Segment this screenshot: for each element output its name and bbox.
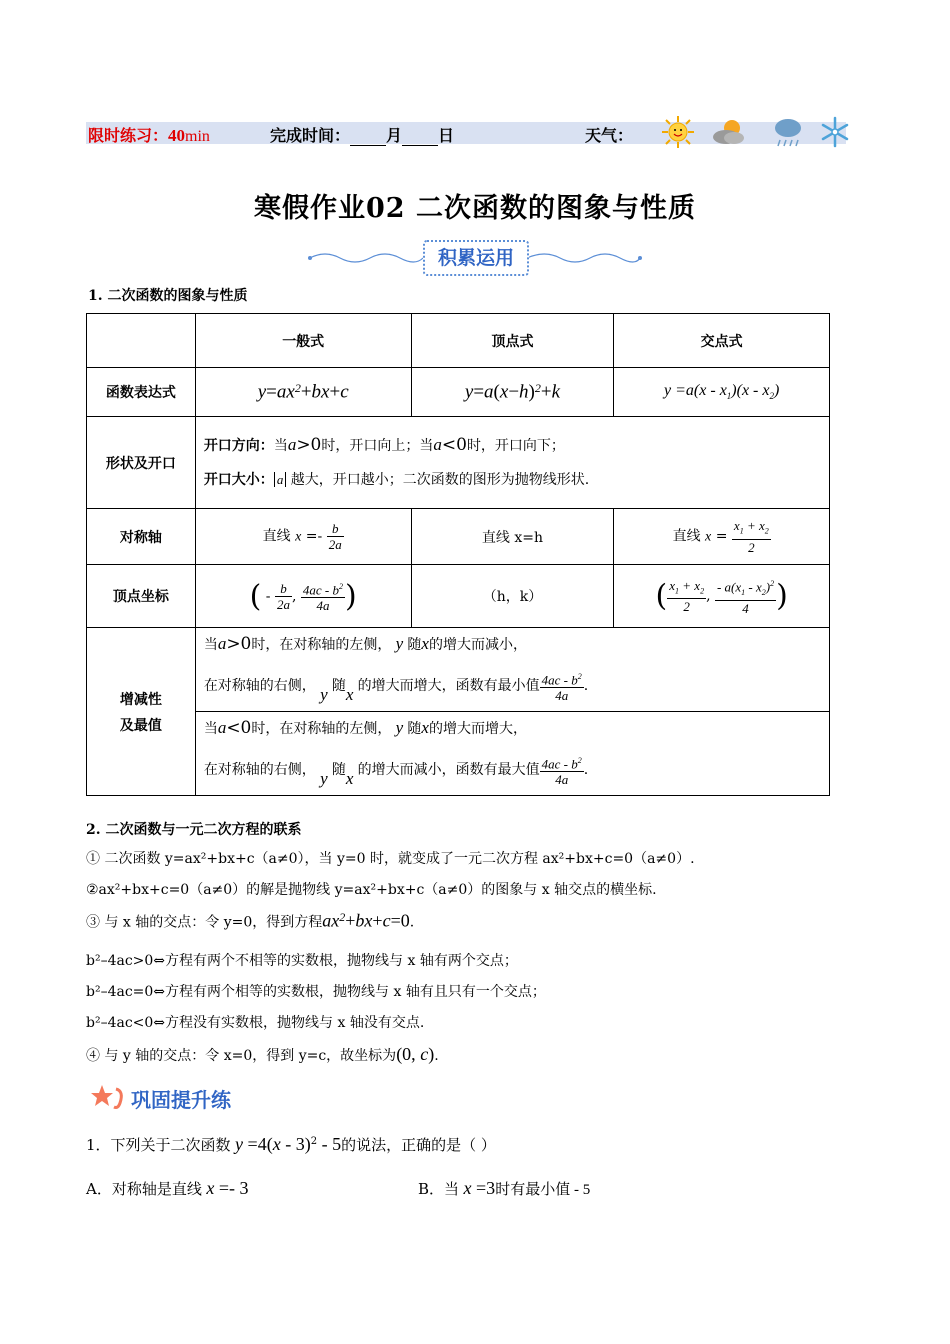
vertex-vertex: （h，k） <box>411 565 614 628</box>
section-badge-consolidate: 巩固提升练 <box>131 1088 231 1112</box>
axis-general: 直线 x =- $\frac{b}{2a}$ <box>195 509 411 565</box>
monotonic-a-negative: 当a<0时，在对称轴的左侧， y 随x的增大而增大， 在对称轴的右侧， y 随x 的增大而减小，函数有最大值 $\frac{4ac - b^2}{4a}$ . <box>195 712 829 796</box>
weather-label: 天气： <box>585 126 634 145</box>
axis-vertex: 直线 x=h <box>411 509 614 565</box>
snow-icon[interactable] <box>818 114 852 150</box>
shape-description: 开口方向：当a>0时，开口向上；当a<0时，开口向下； 开口大小： a 越大，开口越小；二次函数的图形为抛物线形状. <box>195 417 829 509</box>
s2-line1: ① 二次函数 y=ax²+bx+c（a≠0），当 y=0 时，就变成了一元二次方程 ax²+bx+c=0（a≠0）. <box>86 851 695 867</box>
monotonic-a-positive: 当a>0时，在对称轴的左侧， y 随x的增大而减小， 在对称轴的右侧， y 随x 的增大而增大，函数有最小值 $\frac{4ac - b^2}{4a}$ . <box>195 628 829 712</box>
intercept-form-formula: $y =a(x - x_1)(x - x_2)$ <box>614 368 830 417</box>
option-a[interactable]: A．对称轴是直线 x =- 3 <box>86 1178 249 1198</box>
rain-icon[interactable] <box>772 114 804 150</box>
s2-line4: b²–4ac>0⇔方程有两个不相等的实数根，抛物线与 x 轴有两个交点； <box>86 953 518 969</box>
question1-stem: 1．下列关于二次函数 y =4(x - 3)$^2$ - 5的说法，正确的是（ ） <box>86 1134 496 1154</box>
row-label-vertex: 顶点坐标 <box>87 565 196 628</box>
s2-line6: b²–4ac<0⇔方程没有实数根，抛物线与 x 轴没有交点. <box>86 1015 425 1031</box>
s2-line2: ②ax²+bx+c=0（a≠0）的解是抛物线 y=ax²+bx+c（a≠0）的图象与 x 轴交点的横坐标. <box>86 882 657 898</box>
quadratic-properties-table <box>86 313 830 796</box>
row-label-shape: 形状及开口 <box>87 417 196 509</box>
row-label-expression: 函数表达式 <box>87 368 196 417</box>
section2-heading: 2. 二次函数与一元二次方程的联系 <box>86 822 302 838</box>
row-label-axis: 对称轴 <box>87 509 196 565</box>
s2-line3: ③ 与 x 轴的交点：令 y=0，得到方程$ax^2+bx+c=0$. <box>86 910 415 931</box>
section-badge-accumulate: 积累运用 <box>423 240 529 276</box>
col-header-general: 一般式 <box>195 314 411 368</box>
table-corner <box>87 314 196 368</box>
col-header-vertex: 顶点式 <box>411 314 614 368</box>
s2-line7: ④ 与 y 轴的交点：令 x=0，得到 y=c，故坐标为(0, c). <box>86 1044 439 1064</box>
col-header-intercept: 交点式 <box>614 314 830 368</box>
partly-cloudy-icon[interactable] <box>710 114 748 150</box>
vertex-form-formula: $y=a(x-h)^2+k$ <box>411 368 614 417</box>
vertex-general: ( - $\frac{b}{2a}$ , $\frac{4ac - b^2}{4a}$ ) <box>195 565 411 628</box>
option-b[interactable]: B．当 x =3时有最小值 - 5 <box>418 1178 591 1198</box>
section1-heading: 1. 二次函数的图象与性质 <box>88 288 248 304</box>
row-label-monotonic: 增减性 及最值 <box>87 628 196 796</box>
s2-line5: b²–4ac=0⇔方程有两个相等的实数根，抛物线与 x 轴有且只有一个交点； <box>86 984 546 1000</box>
axis-intercept: 直线 x = $\frac{x_1 + x_2}{2}$ <box>614 509 830 565</box>
general-form-formula: $y=ax^2+bx+c$ <box>195 368 411 417</box>
page-title: 寒假作业02 二次函数的图象与性质 <box>254 193 696 224</box>
vertex-intercept: ( $\frac{x_1 + x_2}{2}$ , $\frac{- a(x_1 - x_2)^2}{4}$ ) <box>614 565 830 628</box>
finish-time: 完成时间： 月 日 <box>270 126 455 145</box>
time-limit: 限时练习：40min <box>88 126 210 145</box>
sun-icon[interactable] <box>660 114 696 150</box>
star-icon <box>90 1083 128 1113</box>
